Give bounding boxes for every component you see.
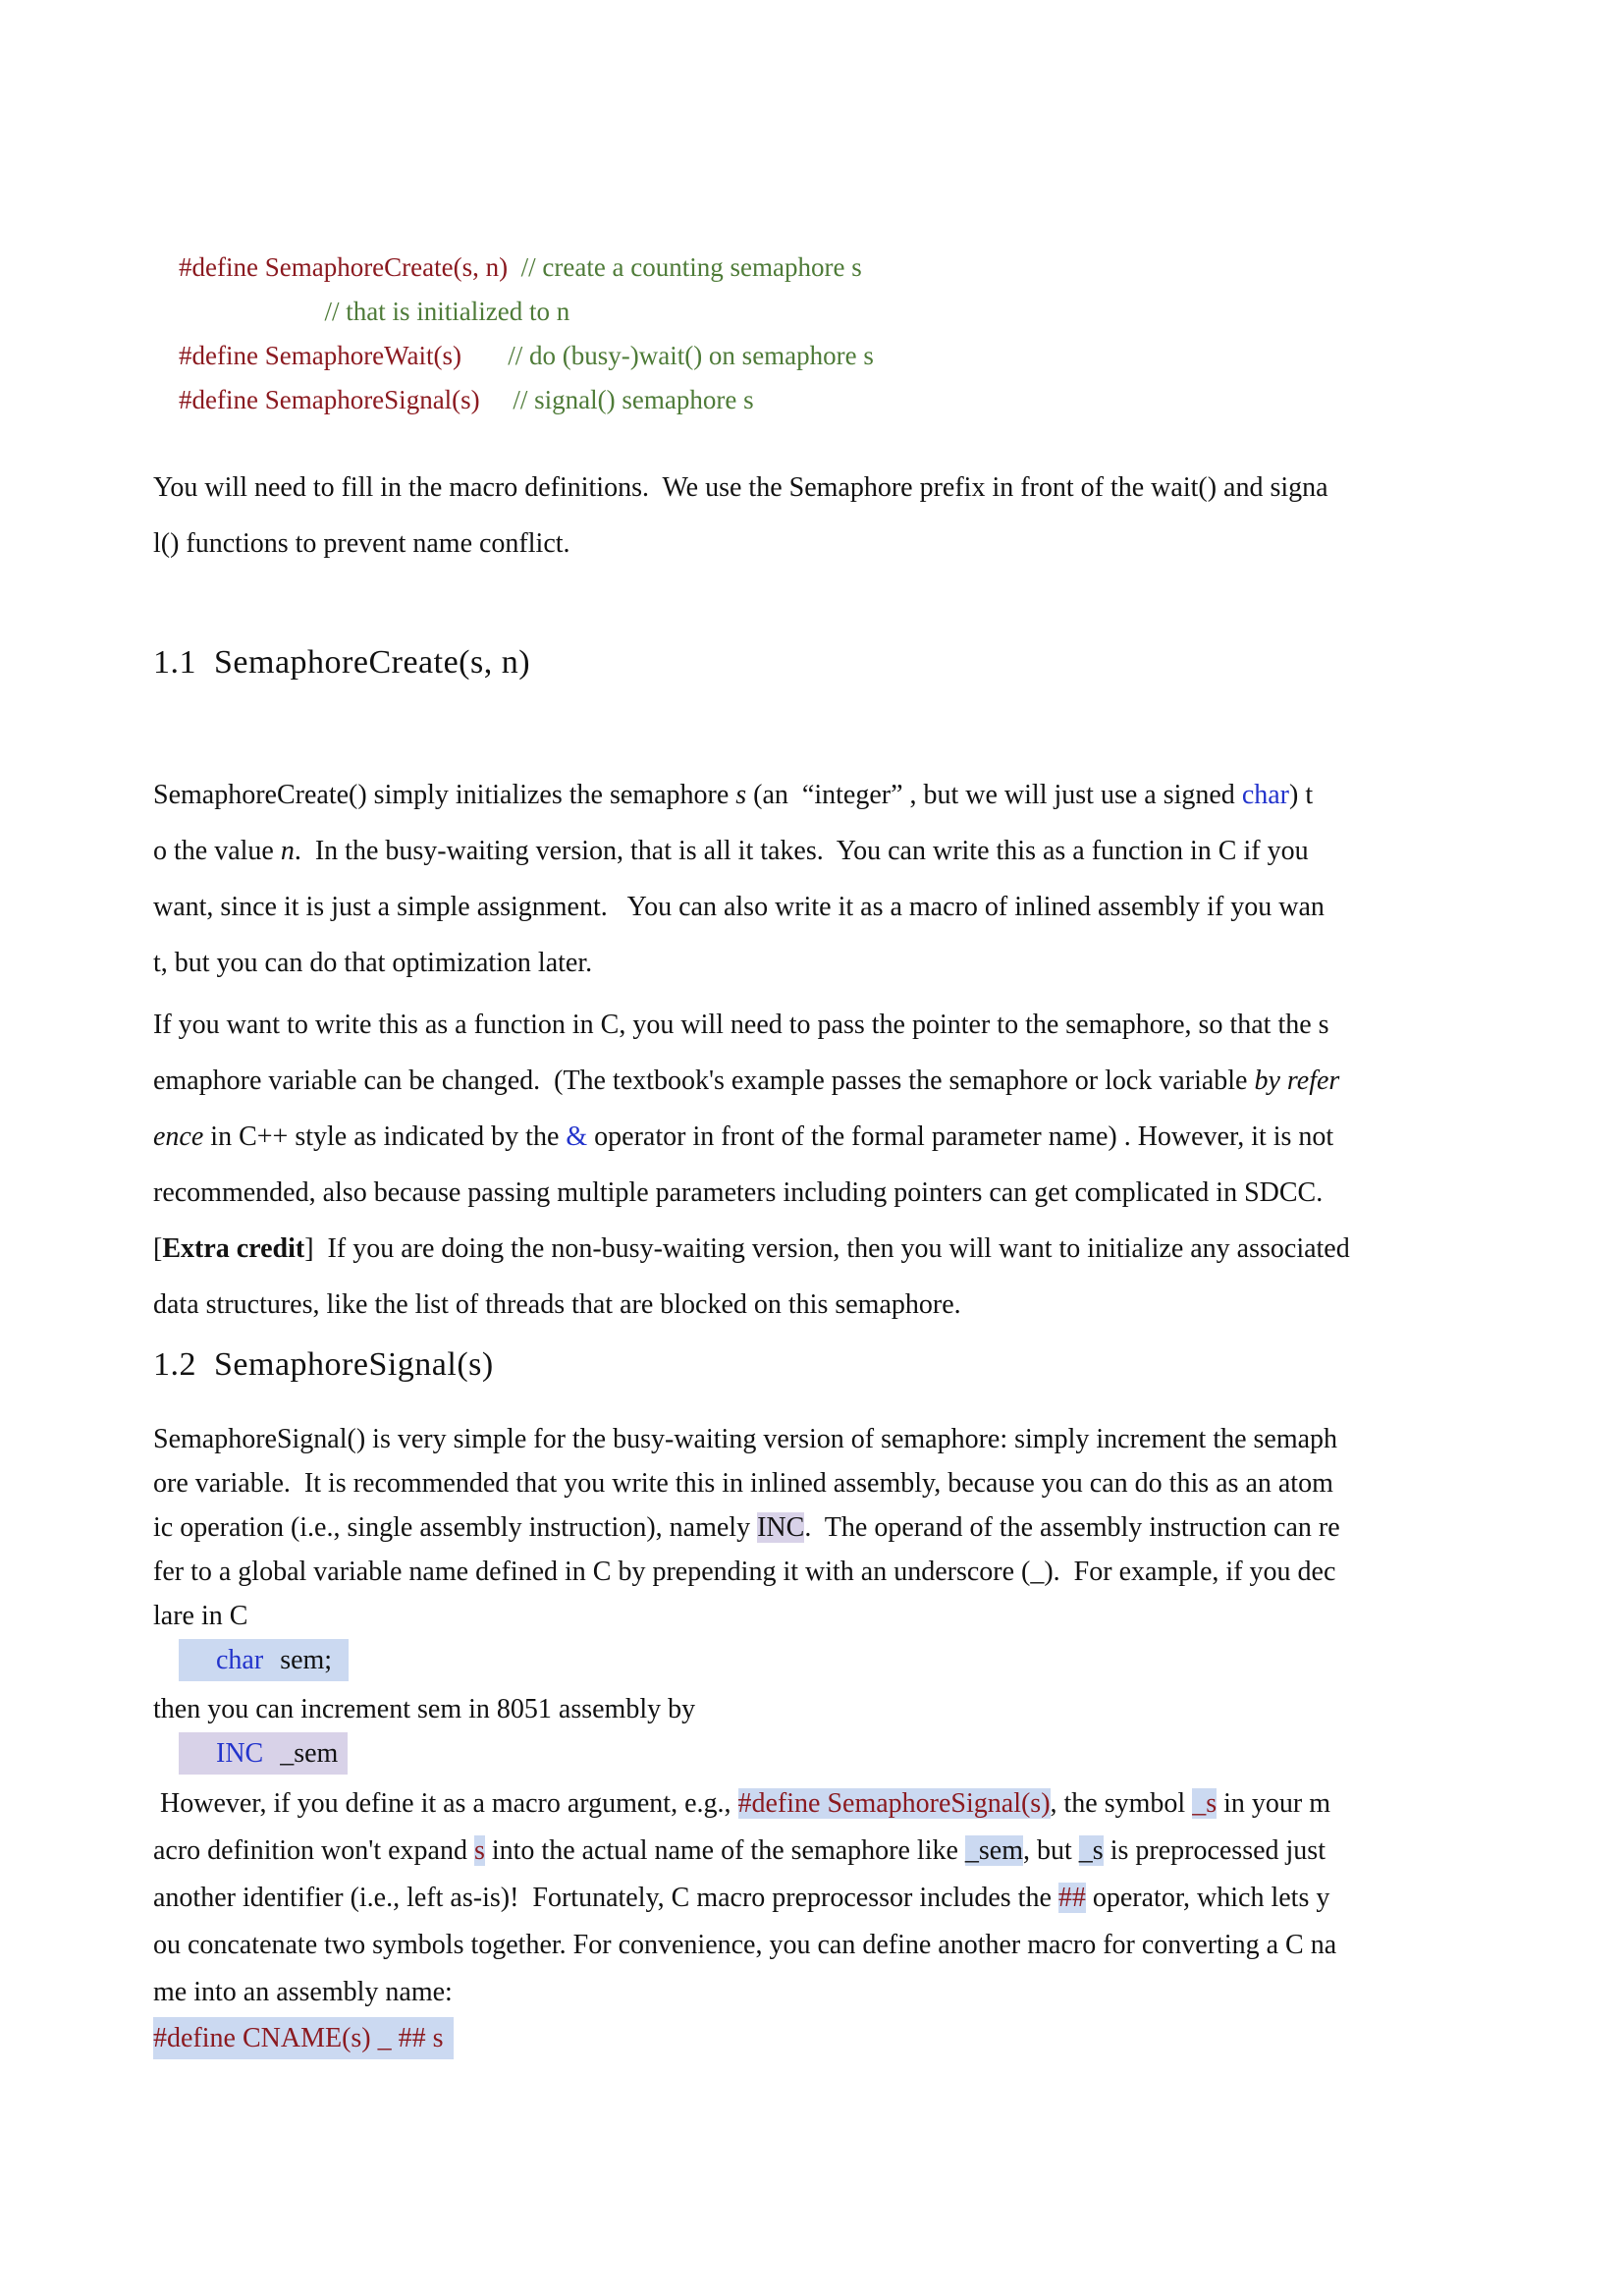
text-line [153, 767, 1528, 823]
text-run: ore variable. It is recommended that you write this in inlined assembly, because you can do this as an atom [153, 1468, 1333, 1499]
text-run: SemaphoreCreate() simply initializes the semaphore [153, 780, 736, 810]
highlighted-text: _s [1078, 1835, 1104, 1866]
text-run: operator in front of the formal parameter name) . However, it is not [587, 1121, 1334, 1152]
highlighted-text: ## [1057, 1883, 1086, 1913]
text-line [153, 997, 1528, 1053]
text-line [153, 642, 1528, 683]
text-run: 1.1 SemaphoreCreate(s, n) [153, 644, 531, 681]
text-run: . The operand of the assembly instruction can re [804, 1512, 1340, 1543]
text-run: me into an assembly name: [153, 1977, 453, 2007]
text-line [153, 823, 1528, 879]
text-line [179, 246, 1528, 290]
cname-macro-code-line [153, 2016, 1528, 2061]
text-run: , the symbol [1050, 1788, 1193, 1819]
semaphorecreate-paragraph-2 [153, 997, 1528, 1221]
text-run [480, 385, 514, 414]
macro-definitions-code-block [179, 246, 1528, 422]
text-run: another identifier (i.e., left as-is)! Fortunately, C macro preprocessor includes the [153, 1883, 1058, 1913]
text-run: SemaphoreSignal() is very simple for the busy-waiting version of semaphore: simply increment the semaph [153, 1424, 1338, 1454]
text-run: ence [153, 1121, 204, 1152]
text-line [179, 1638, 1528, 1683]
text-line [153, 460, 1528, 516]
char-sem-code-line [179, 1638, 1528, 1683]
text-run: , but [1023, 1835, 1079, 1866]
text-run [508, 252, 521, 282]
text-run: acro definition won't expand [153, 1835, 474, 1866]
text-run: . In the busy-waiting version, that is all it takes. You can write this as a function in C if you [294, 836, 1309, 866]
text-run: #define SemaphoreSignal(s) [179, 385, 480, 414]
text-line [153, 1461, 1528, 1505]
text-line [153, 1505, 1528, 1550]
text-run: // signal() semaphore s [513, 385, 754, 414]
text-run: ic operation (i.e., single assembly instruction), namely [153, 1512, 758, 1543]
text-run: is preprocessed just [1103, 1835, 1326, 1866]
highlighted-text: sem; [273, 1639, 349, 1681]
text-run: [ [153, 1233, 163, 1264]
intro-paragraph [153, 460, 1528, 572]
text-run: If you want to write this as a function in C, you will need to pass the pointer to the semaphore, so that the s [153, 1010, 1329, 1040]
text-run: data structures, like the list of threads that are blocked on this semaphore. [153, 1289, 961, 1320]
highlighted-text: INC [216, 1732, 273, 1775]
text-line [179, 290, 1528, 334]
text-run: ) t [1289, 780, 1314, 810]
text-run: #define SemaphoreCreate(s, n) [179, 252, 509, 282]
text-run: Extra credit [162, 1233, 305, 1264]
macro-argument-paragraph [153, 1780, 1528, 2016]
text-run: recommended, also because passing multiple parameters including pointers can get complicated in SDCC. [153, 1177, 1324, 1208]
text-line [153, 1875, 1528, 1922]
text-run: fer to a global variable name defined in C by prepending it with an underscore (_). For example, if you dec [153, 1557, 1336, 1587]
text-line [153, 1165, 1528, 1221]
text-run: then you can increment sem in 8051 assembly by [153, 1694, 696, 1724]
text-run: & [566, 1121, 588, 1152]
highlighted-text: #define CNAME(s) _ ## s [153, 2017, 454, 2059]
text-line [179, 378, 1528, 422]
extra-credit-paragraph [153, 1221, 1528, 1333]
text-run: #define SemaphoreWait(s) [179, 341, 461, 370]
text-line [153, 1344, 1528, 1386]
text-run [179, 297, 325, 326]
text-run: operator, which lets y [1085, 1883, 1330, 1913]
text-run: n [280, 836, 295, 866]
text-line [153, 1828, 1528, 1875]
semaphorecreate-paragraph-1 [153, 767, 1528, 991]
text-line [153, 1780, 1528, 1828]
text-line [153, 1277, 1528, 1333]
text-line [153, 1109, 1528, 1165]
text-run: You will need to fill in the macro definitions. We use the Semaphore prefix in front of the wait() and signa [153, 472, 1328, 503]
text-run: ] If you are doing the non-busy-waiting version, then you will want to initialize any associated [304, 1233, 1350, 1264]
text-line [153, 935, 1528, 991]
highlighted-text: _sem [273, 1732, 348, 1775]
text-line [153, 1550, 1528, 1594]
document-content [153, 0, 1528, 2061]
text-run: s [735, 780, 747, 810]
inc-sem-code-line [179, 1731, 1528, 1777]
text-run: char [1241, 780, 1289, 810]
text-run: 1.2 SemaphoreSignal(s) [153, 1346, 494, 1383]
highlighted-text: char [216, 1639, 273, 1681]
highlighted-text: _s [1192, 1788, 1218, 1819]
text-run: // do (busy-)wait() on semaphore s [508, 341, 874, 370]
text-line [153, 1594, 1528, 1638]
text-run: o the value [153, 836, 281, 866]
highlighted-text: #define SemaphoreSignal(s) [737, 1788, 1051, 1819]
text-run [461, 341, 508, 370]
text-run: // create a counting semaphore s [520, 252, 862, 282]
text-run: want, since it is just a simple assignment. You can also write it as a macro of inlined assembly if you wan [153, 892, 1325, 922]
text-line [153, 1922, 1528, 1969]
text-line [153, 879, 1528, 935]
text-run: (an “integer” , but we will just use a signed [746, 780, 1242, 810]
text-line [153, 516, 1528, 572]
text-run: However, if you define it as a macro argument, e.g., [153, 1788, 738, 1819]
text-run: emaphore variable can be changed. (The textbook's example passes the semaphore or lock variable [153, 1066, 1255, 1096]
text-run: into the actual name of the semaphore like [484, 1835, 965, 1866]
text-line [153, 1053, 1528, 1109]
text-line [153, 1687, 1528, 1731]
text-run: by refer [1254, 1066, 1340, 1096]
highlighted-text: _sem [964, 1835, 1024, 1866]
highlighted-text [179, 1639, 216, 1681]
text-line [153, 1417, 1528, 1461]
semaphoresignal-paragraph-1 [153, 1417, 1528, 1638]
then-increment-line [153, 1687, 1528, 1731]
section-heading-1-2 [153, 1344, 1528, 1386]
text-run: ou concatenate two symbols together. For convenience, you can define another macro for converting a C na [153, 1930, 1337, 1960]
highlighted-text: s [473, 1835, 485, 1866]
text-line [153, 2016, 1528, 2061]
text-line [179, 334, 1528, 378]
text-run: // that is initialized to n [324, 297, 570, 326]
text-run: lare in C [153, 1601, 248, 1631]
text-run: l() functions to prevent name conflict. [153, 528, 570, 559]
text-run: in your m [1217, 1788, 1330, 1819]
text-line [153, 1221, 1528, 1277]
highlighted-text [179, 1732, 216, 1775]
text-line [153, 1969, 1528, 2016]
text-run: t, but you can do that optimization later. [153, 948, 593, 978]
highlighted-text: INC [757, 1512, 805, 1543]
text-line [179, 1731, 1528, 1777]
section-heading-1-1 [153, 642, 1528, 683]
text-run: in C++ style as indicated by the [203, 1121, 567, 1152]
